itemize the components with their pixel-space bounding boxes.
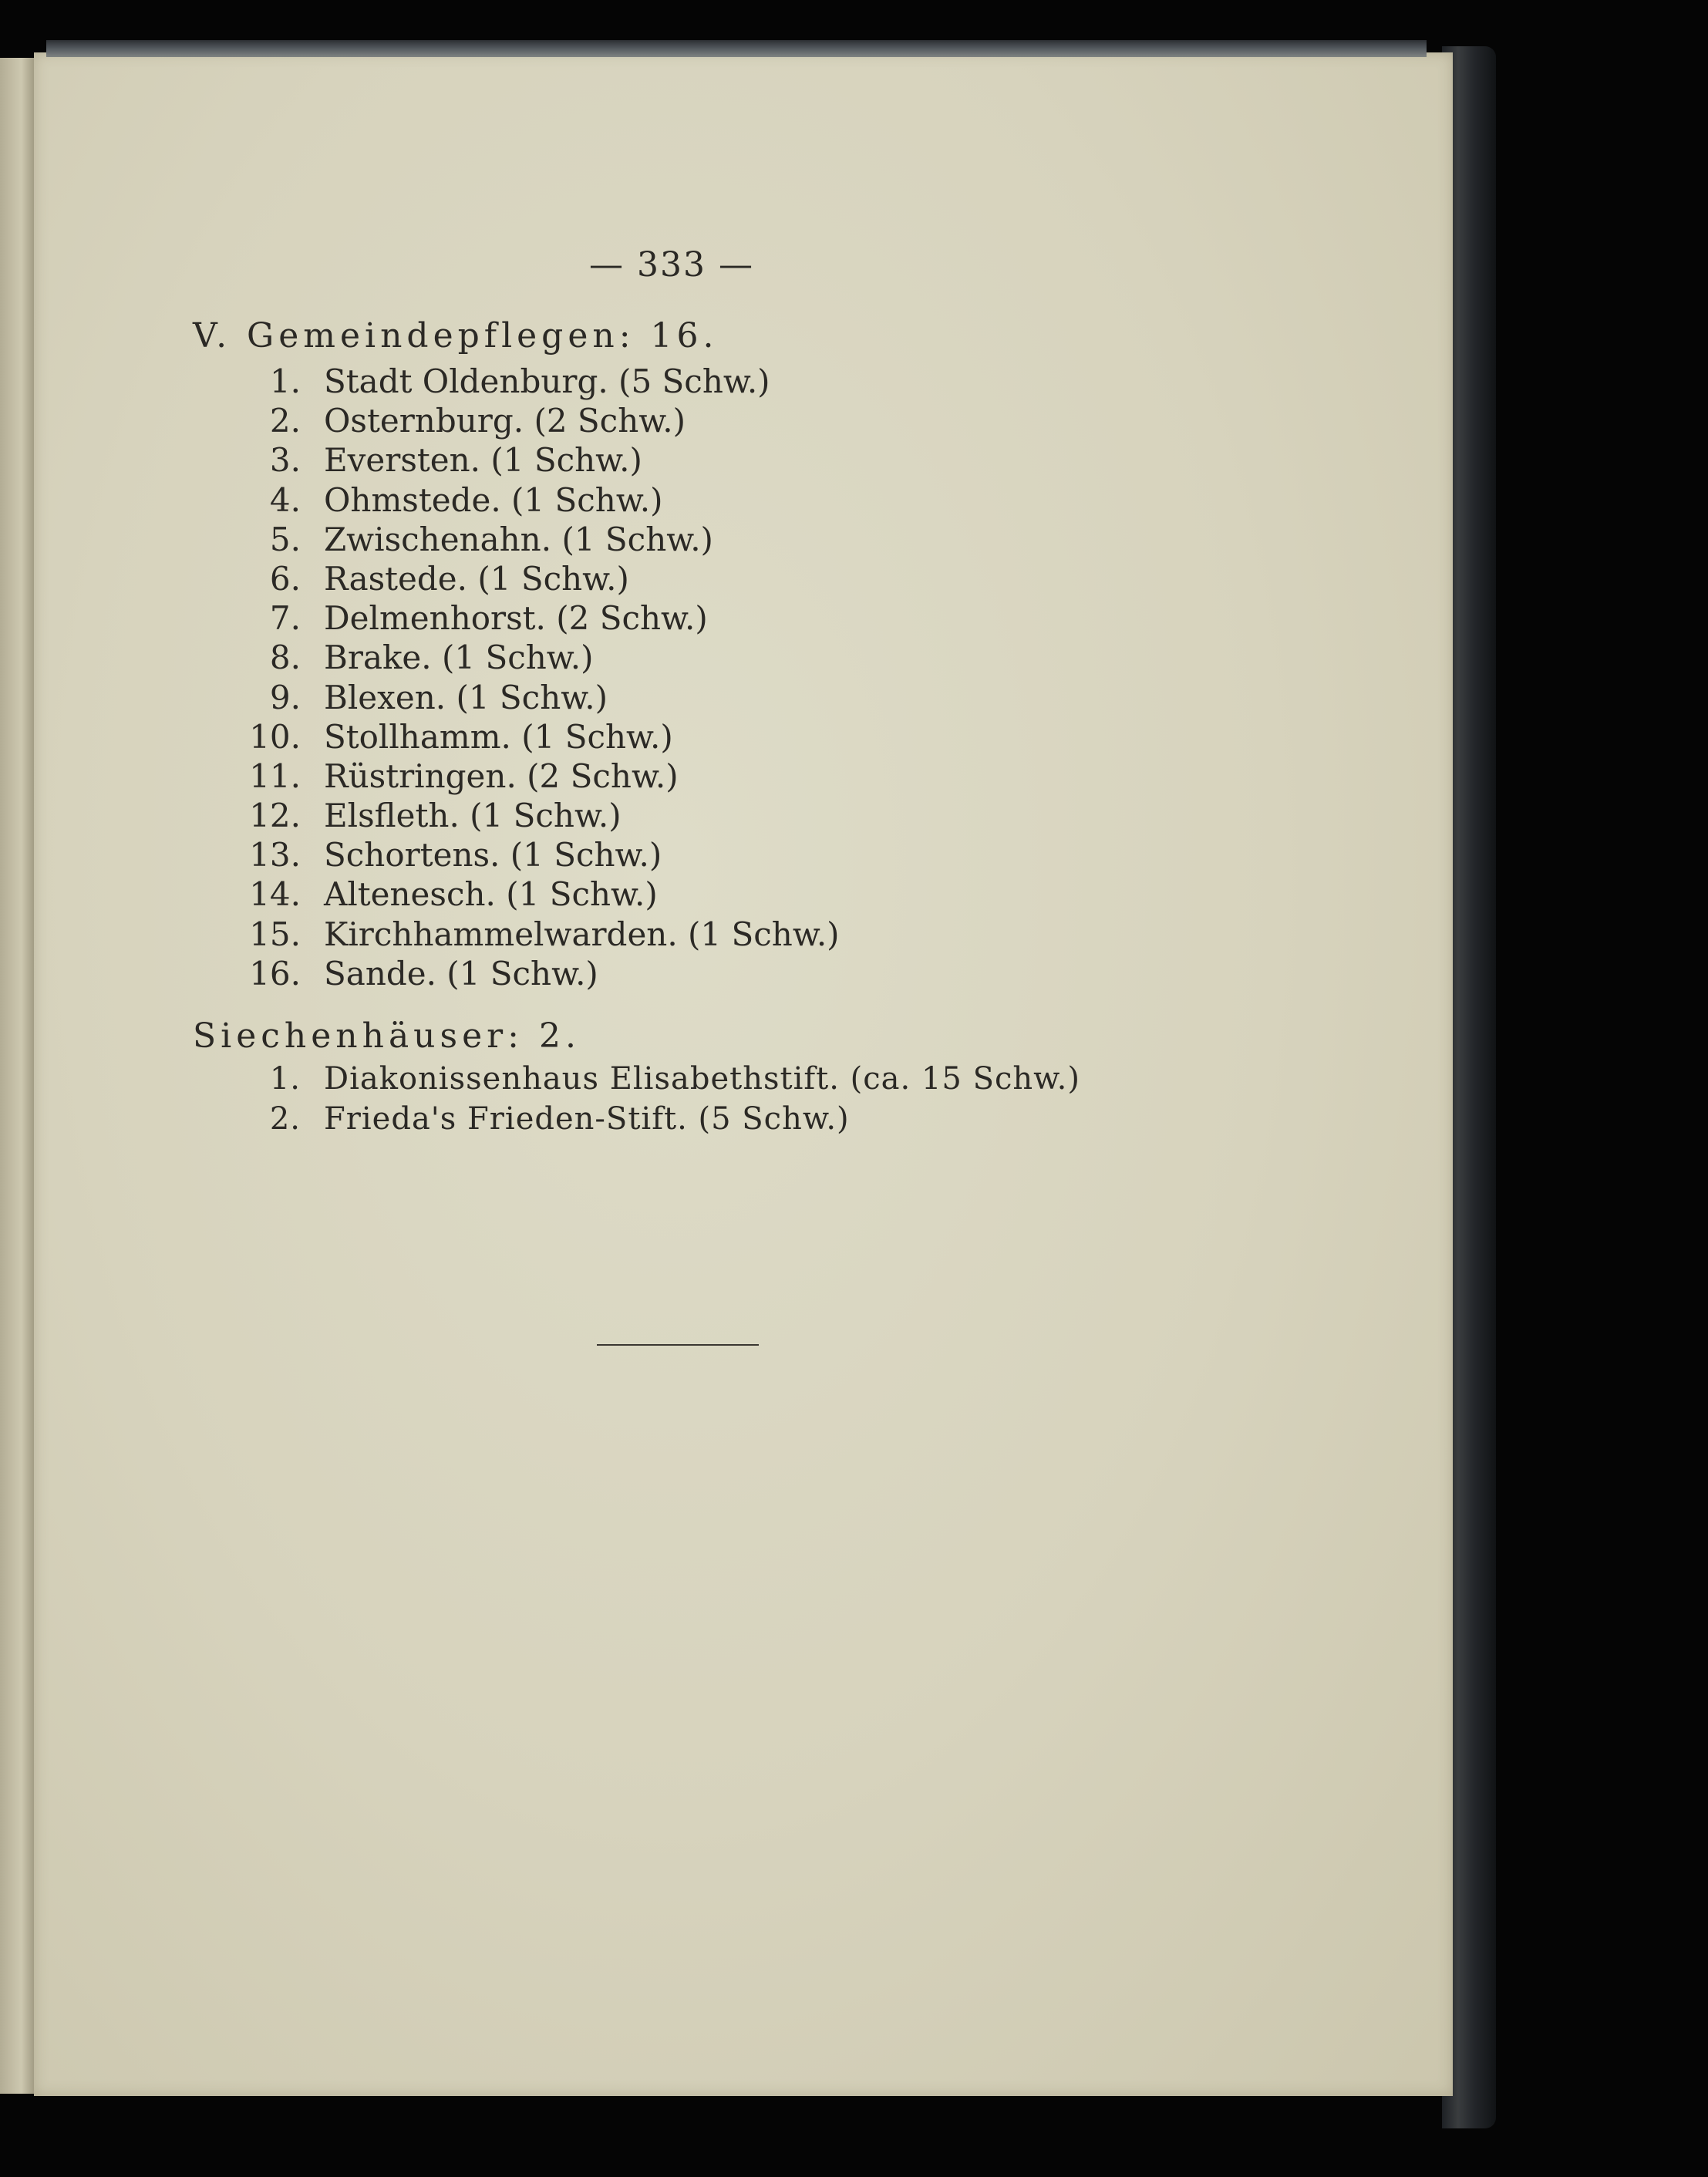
siechenhaeuser-list xyxy=(208,1061,1080,1141)
list-item xyxy=(193,639,840,678)
item-text: Sande. (1 Schw.) xyxy=(324,954,598,992)
item-number: 10. xyxy=(249,717,301,756)
item-text: Altenesch. (1 Schw.) xyxy=(324,875,658,914)
list-item xyxy=(193,481,840,521)
item-text: Kirchhammelwarden. (1 Schw.) xyxy=(324,915,840,953)
list-item xyxy=(193,915,840,955)
section-heading-siechenhaeuser: Siechenhäuser: 2. xyxy=(193,1016,581,1056)
item-number: 2. xyxy=(269,1101,301,1137)
item-number: 7. xyxy=(269,599,301,638)
item-text: Stadt Oldenburg. (5 Schw.) xyxy=(324,362,770,400)
item-number: 2. xyxy=(269,402,301,440)
item-text: Brake. (1 Schw.) xyxy=(324,639,594,677)
gemeindepflegen-list xyxy=(193,362,840,994)
item-number: 13. xyxy=(249,836,301,875)
item-number: 12. xyxy=(249,797,301,835)
item-number: 8. xyxy=(269,639,301,677)
item-text: Zwischenahn. (1 Schw.) xyxy=(324,520,713,558)
list-item xyxy=(193,836,840,875)
list-item xyxy=(193,718,840,757)
item-number: 14. xyxy=(249,875,301,914)
page-number: — 333 — xyxy=(589,245,754,285)
list-item xyxy=(193,521,840,560)
list-item xyxy=(193,362,840,402)
book-top-edge xyxy=(46,40,1427,57)
list-item xyxy=(193,797,840,836)
list-item xyxy=(193,599,840,639)
item-number: 6. xyxy=(269,559,301,598)
item-number: 4. xyxy=(269,480,301,519)
item-text: Stollhamm. (1 Schw.) xyxy=(324,717,673,756)
list-item xyxy=(193,402,840,441)
list-item xyxy=(193,560,840,599)
item-text: Frieda's Frieden-Stift. (5 Schw.) xyxy=(324,1101,850,1137)
item-number: 9. xyxy=(269,678,301,716)
item-number: 3. xyxy=(269,441,301,480)
list-item xyxy=(208,1101,1080,1141)
item-text: Schortens. (1 Schw.) xyxy=(324,836,662,875)
item-number: 15. xyxy=(249,915,301,953)
item-number: 16. xyxy=(249,954,301,992)
facing-page-edge xyxy=(0,58,35,2094)
item-number: 1. xyxy=(269,1061,301,1097)
list-item xyxy=(193,875,840,915)
section-heading-gemeindepflegen: V. Gemeindepflegen: 16. xyxy=(193,316,719,356)
item-number: 11. xyxy=(249,757,301,795)
list-item xyxy=(193,757,840,797)
item-text: Ohmstede. (1 Schw.) xyxy=(324,480,663,519)
item-text: Delmenhorst. (2 Schw.) xyxy=(324,599,708,638)
item-text: Rüstringen. (2 Schw.) xyxy=(324,757,679,795)
item-text: Osternburg. (2 Schw.) xyxy=(324,402,686,440)
book-page xyxy=(34,52,1453,2096)
item-text: Diakonissenhaus Elisabethstift. (ca. 15 Schw.) xyxy=(324,1061,1080,1097)
item-text: Eversten. (1 Schw.) xyxy=(324,441,642,480)
item-text: Blexen. (1 Schw.) xyxy=(324,678,608,716)
list-item xyxy=(193,679,840,718)
item-text: Elsfleth. (1 Schw.) xyxy=(324,797,622,835)
item-number: 1. xyxy=(269,362,301,400)
list-item xyxy=(193,955,840,994)
list-item xyxy=(208,1061,1080,1101)
item-number: 5. xyxy=(269,520,301,558)
list-item xyxy=(193,441,840,480)
item-text: Rastede. (1 Schw.) xyxy=(324,559,629,598)
section-divider-rule xyxy=(597,1344,759,1346)
